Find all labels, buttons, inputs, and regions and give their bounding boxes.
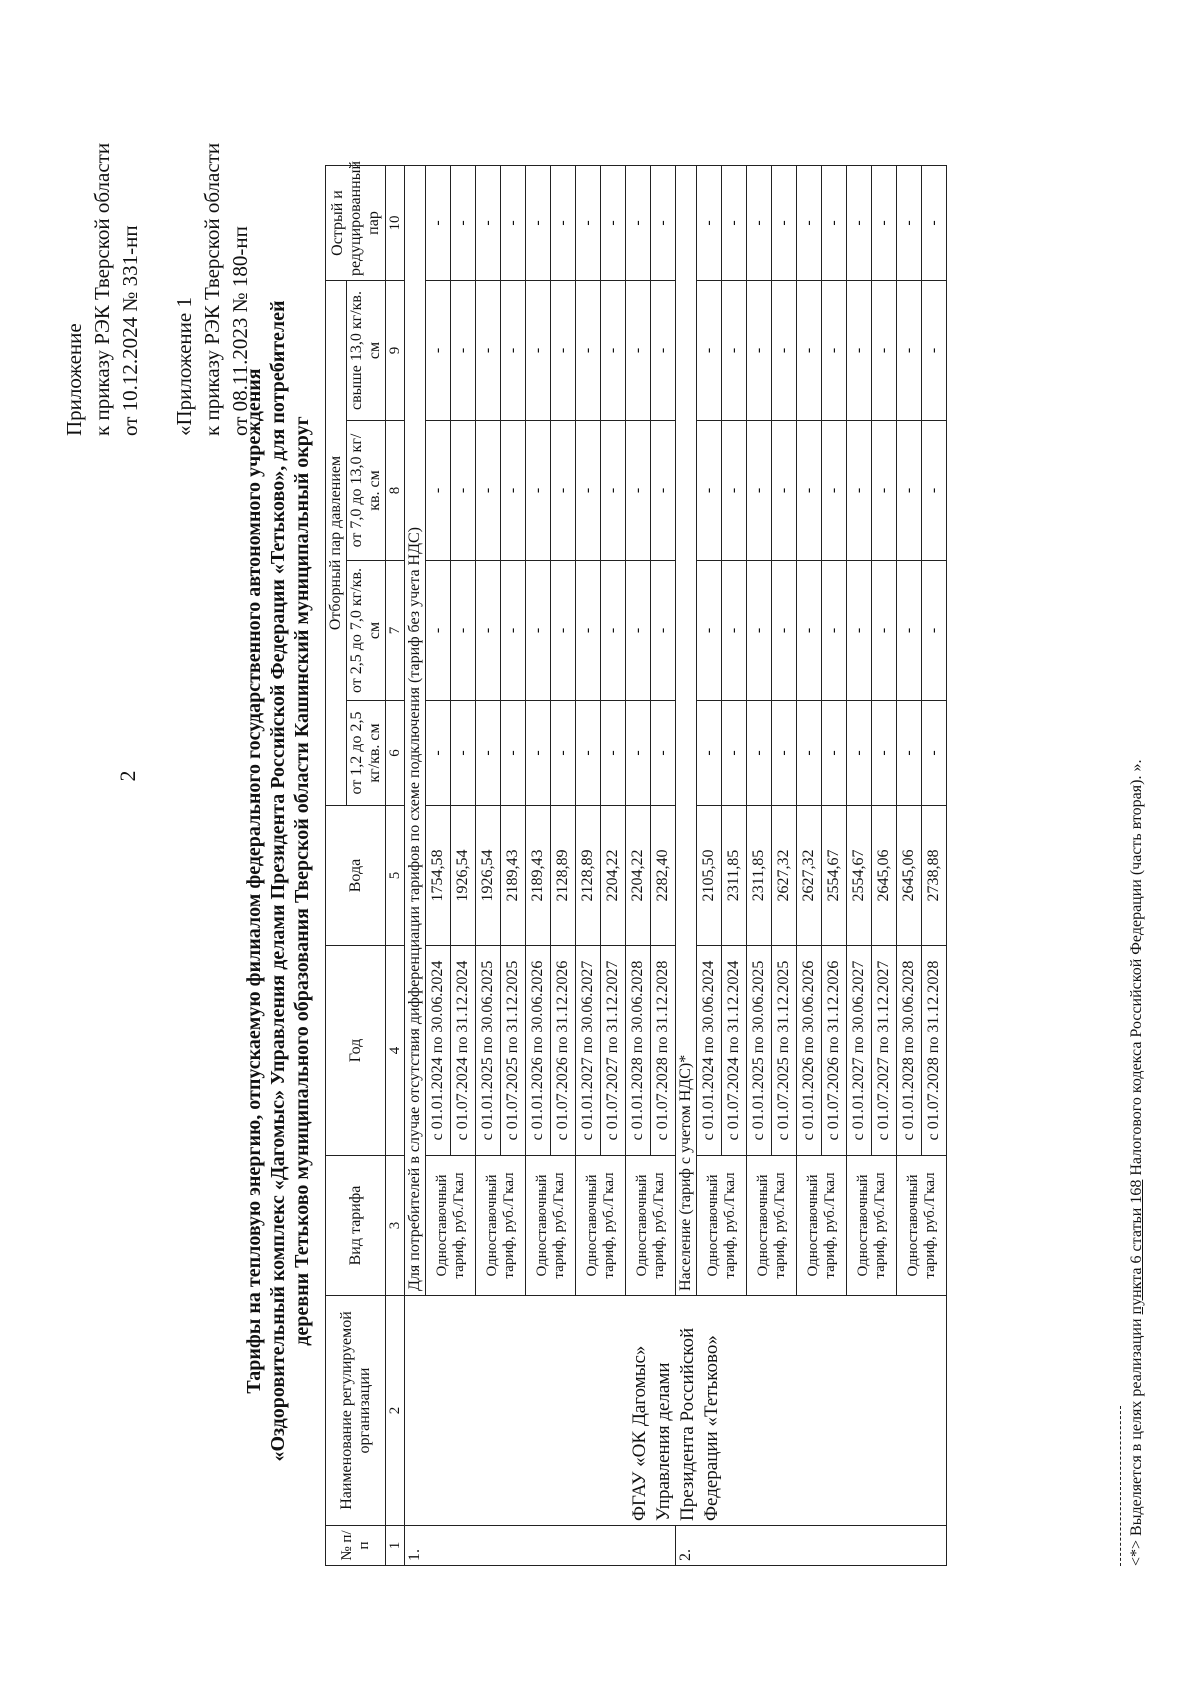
empty-value-cell: - [626,281,651,421]
empty-value-cell: - [476,561,501,701]
appendix-old-line2: к приказу РЭК Тверской области [200,142,224,436]
empty-value-cell: - [651,701,676,806]
empty-value-cell: - [922,561,947,701]
empty-value-cell: - [426,281,451,421]
section-number: 2. [676,1526,947,1566]
period-cell: с 01.01.2027 по 30.06.2027 [576,946,601,1156]
col-number: 6 [386,701,405,806]
period-cell: с 01.01.2026 по 30.06.2026 [797,946,822,1156]
header-water: Вода [326,806,386,946]
empty-value-cell: - [601,701,626,806]
empty-value-cell: - [722,561,747,701]
table-body [405,166,947,1566]
water-tariff-cell: 2282,40 [651,806,676,946]
empty-value-cell: - [922,281,947,421]
organization-name: ФГАУ «ОК Дагомыс» Управления делами Президента Российской Федерации «Тетьково» [405,1296,947,1526]
empty-value-cell: - [451,166,476,281]
empty-value-cell: - [551,281,576,421]
empty-value-cell: - [576,166,601,281]
period-cell: с 01.07.2024 по 31.12.2024 [451,946,476,1156]
empty-value-cell: - [426,166,451,281]
footnote [1128,760,1146,1566]
empty-value-cell: - [526,166,551,281]
period-cell: с 01.01.2024 по 30.06.2024 [697,946,722,1156]
empty-value-cell: - [651,281,676,421]
period-cell: с 01.07.2027 по 31.12.2027 [601,946,626,1156]
empty-value-cell: - [651,166,676,281]
header-org: Наименование регулируемой организации [326,1296,386,1526]
empty-value-cell: - [651,421,676,561]
empty-value-cell: - [822,701,847,806]
empty-value-cell: - [772,561,797,701]
empty-value-cell: - [872,701,897,806]
empty-value-cell: - [551,166,576,281]
water-tariff-cell: 2627,32 [797,806,822,946]
water-tariff-cell: 1926,54 [476,806,501,946]
empty-value-cell: - [797,421,822,561]
header-steam-group: Отборный пар давлением [326,281,347,806]
tariff-type: Одноставочный тариф, руб./Гкал [626,1156,676,1296]
empty-value-cell: - [476,421,501,561]
period-cell: с 01.01.2027 по 30.06.2027 [847,946,872,1156]
section-title: Население (тариф с учетом НДС)* [676,166,697,1296]
empty-value-cell: - [601,421,626,561]
empty-value-cell: - [626,701,651,806]
col-number: 7 [386,561,405,701]
empty-value-cell: - [722,281,747,421]
empty-value-cell: - [526,281,551,421]
empty-value-cell: - [601,281,626,421]
empty-value-cell: - [476,166,501,281]
empty-value-cell: - [501,281,526,421]
appendix-header-new [60,143,144,436]
water-tariff-cell: 2554,67 [822,806,847,946]
appendix-new-line2: к приказу РЭК Тверской области [90,142,114,436]
empty-value-cell: - [897,701,922,806]
empty-value-cell: - [697,701,722,806]
empty-value-cell: - [601,166,626,281]
empty-value-cell: - [847,166,872,281]
empty-value-cell: - [576,281,601,421]
appendix-new-line3: от 10.12.2024 № 331-нп [118,225,142,436]
empty-value-cell: - [501,421,526,561]
empty-value-cell: - [897,561,922,701]
water-tariff-cell: 1926,54 [451,806,476,946]
empty-value-cell: - [476,701,501,806]
header-pressure-2: от 2,5 до 7,0 кг/кв. см [347,561,386,701]
period-cell: с 01.01.2025 по 30.06.2025 [476,946,501,1156]
empty-value-cell: - [747,281,772,421]
empty-value-cell: - [772,701,797,806]
footnote-text-end: Налогового кодекса Российской Федерации (часть вторая). ». [1128,759,1145,1180]
title-line2: «Оздоровительный комплекс «Дагомыс» Управления делами Президента Российской Федерации «Тетьково», для потребителей [267,300,289,1462]
tariff-type: Одноставочный тариф, руб./Гкал [797,1156,847,1296]
tariff-type: Одноставочный тариф, руб./Гкал [847,1156,897,1296]
section-number: 1. [405,1526,676,1566]
tariff-table [325,160,947,1566]
empty-value-cell: - [697,281,722,421]
water-tariff-cell: 2645,06 [872,806,897,946]
appendix-old-line3: от 08.11.2023 № 180-нп [228,226,252,436]
empty-value-cell: - [747,166,772,281]
empty-value-cell: - [872,281,897,421]
empty-value-cell: - [501,561,526,701]
empty-value-cell: - [722,166,747,281]
title-line3: деревни Тетьково муниципального образования Тверской области Кашинский муниципальный округ [291,416,313,1346]
empty-value-cell: - [551,421,576,561]
empty-value-cell: - [797,561,822,701]
empty-value-cell: - [451,561,476,701]
period-cell: с 01.01.2024 по 30.06.2024 [426,946,451,1156]
col-number: 1 [386,1526,405,1566]
water-tariff-cell: 2645,06 [897,806,922,946]
tariff-type: Одноставочный тариф, руб./Гкал [426,1156,476,1296]
empty-value-cell: - [722,701,747,806]
empty-value-cell: - [626,166,651,281]
empty-value-cell: - [847,561,872,701]
empty-value-cell: - [576,421,601,561]
empty-value-cell: - [872,561,897,701]
empty-value-cell: - [576,701,601,806]
empty-value-cell: - [626,421,651,561]
empty-value-cell: - [897,421,922,561]
water-tariff-cell: 2311,85 [747,806,772,946]
col-number: 4 [386,946,405,1156]
water-tariff-cell: 2738,88 [922,806,947,946]
water-tariff-cell: 2627,32 [772,806,797,946]
col-number: 10 [386,166,405,281]
col-number: 5 [386,806,405,946]
water-tariff-cell: 2189,43 [526,806,551,946]
empty-value-cell: - [847,421,872,561]
empty-value-cell: - [897,281,922,421]
page-number: 2 [115,770,140,782]
header-num: № п/п [326,1526,386,1566]
period-cell: с 01.07.2028 по 31.12.2028 [651,946,676,1156]
footnote-separator [1120,1406,1121,1566]
footnote-link-article[interactable]: пункта 6 статьи 168 [1128,1179,1145,1315]
empty-value-cell: - [897,166,922,281]
empty-value-cell: - [451,701,476,806]
header-pressure-4: свыше 13,0 кг/кв. см [347,281,386,421]
period-cell: с 01.07.2028 по 31.12.2028 [922,946,947,1156]
water-tariff-cell: 2204,22 [626,806,651,946]
empty-value-cell: - [747,701,772,806]
tariff-type: Одноставочный тариф, руб./Гкал [697,1156,747,1296]
water-tariff-cell: 2311,85 [722,806,747,946]
empty-value-cell: - [747,421,772,561]
water-tariff-cell: 2128,89 [551,806,576,946]
empty-value-cell: - [772,421,797,561]
period-cell: с 01.07.2025 по 31.12.2025 [772,946,797,1156]
header-pressure-3: от 7,0 до 13,0 кг/кв. см [347,421,386,561]
empty-value-cell: - [426,561,451,701]
period-cell: с 01.01.2026 по 30.06.2026 [526,946,551,1156]
period-cell: с 01.01.2028 по 30.06.2028 [897,946,922,1156]
empty-value-cell: - [526,701,551,806]
empty-value-cell: - [651,561,676,701]
col-number: 3 [386,1156,405,1296]
water-tariff-cell: 2189,43 [501,806,526,946]
empty-value-cell: - [451,281,476,421]
tariff-type: Одноставочный тариф, руб./Гкал [747,1156,797,1296]
empty-value-cell: - [847,701,872,806]
empty-value-cell: - [772,281,797,421]
period-cell: с 01.07.2026 по 31.12.2026 [551,946,576,1156]
empty-value-cell: - [697,421,722,561]
period-cell: с 01.07.2026 по 31.12.2026 [822,946,847,1156]
period-cell: с 01.01.2028 по 30.06.2028 [626,946,651,1156]
appendix-old-line1: «Приложение 1 [172,297,196,436]
empty-value-cell: - [872,421,897,561]
period-cell: с 01.01.2025 по 30.06.2025 [747,946,772,1156]
empty-value-cell: - [426,701,451,806]
empty-value-cell: - [601,561,626,701]
empty-value-cell: - [922,166,947,281]
water-tariff-cell: 2128,89 [576,806,601,946]
water-tariff-cell: 1754,58 [426,806,451,946]
empty-value-cell: - [551,561,576,701]
column-number-row [386,166,405,1566]
title-line1: Тарифы на тепловую энергию, отпускаемую филиалом федерального государственного автономного учреждения [243,368,265,1394]
period-cell: с 01.07.2027 по 31.12.2027 [872,946,897,1156]
col-number: 8 [386,421,405,561]
empty-value-cell: - [501,166,526,281]
empty-value-cell: - [797,281,822,421]
empty-value-cell: - [847,281,872,421]
header-type: Вид тарифа [326,1156,386,1296]
tariff-type: Одноставочный тариф, руб./Гкал [576,1156,626,1296]
header-year: Год [326,946,386,1156]
water-tariff-cell: 2554,67 [847,806,872,946]
footnote-text: <*> Выделяется в целях реализации [1128,1314,1145,1566]
empty-value-cell: - [576,561,601,701]
tariff-type: Одноставочный тариф, руб./Гкал [476,1156,526,1296]
empty-value-cell: - [922,701,947,806]
empty-value-cell: - [501,701,526,806]
section-title: Для потребителей в случае отсутствия дифференциации тарифов по схеме подключения (тариф без учета НДС) [405,166,426,1296]
empty-value-cell: - [822,166,847,281]
empty-value-cell: - [526,561,551,701]
empty-value-cell: - [922,421,947,561]
header-pressure-1: от 1,2 до 2,5 кг/кв. см [347,701,386,806]
period-cell: с 01.07.2024 по 31.12.2024 [722,946,747,1156]
empty-value-cell: - [626,561,651,701]
empty-value-cell: - [451,421,476,561]
col-number: 2 [386,1296,405,1526]
header-sharp-steam: Острый и редуцированный пар [326,166,386,281]
empty-value-cell: - [747,561,772,701]
empty-value-cell: - [822,281,847,421]
col-number: 9 [386,281,405,421]
water-tariff-cell: 2105,50 [697,806,722,946]
empty-value-cell: - [697,561,722,701]
tariff-type: Одноставочный тариф, руб./Гкал [897,1156,947,1296]
header-row-1 [326,166,347,1566]
empty-value-cell: - [526,421,551,561]
empty-value-cell: - [722,421,747,561]
empty-value-cell: - [697,166,722,281]
tariff-type: Одноставочный тариф, руб./Гкал [526,1156,576,1296]
section-row [405,166,426,1566]
empty-value-cell: - [872,166,897,281]
document-title [242,196,314,1566]
appendix-new-line1: Приложение [62,323,86,436]
empty-value-cell: - [772,166,797,281]
empty-value-cell: - [797,701,822,806]
water-tariff-cell: 2204,22 [601,806,626,946]
empty-value-cell: - [797,166,822,281]
empty-value-cell: - [426,421,451,561]
empty-value-cell: - [822,421,847,561]
period-cell: с 01.07.2025 по 31.12.2025 [501,946,526,1156]
empty-value-cell: - [551,701,576,806]
empty-value-cell: - [476,281,501,421]
empty-value-cell: - [822,561,847,701]
